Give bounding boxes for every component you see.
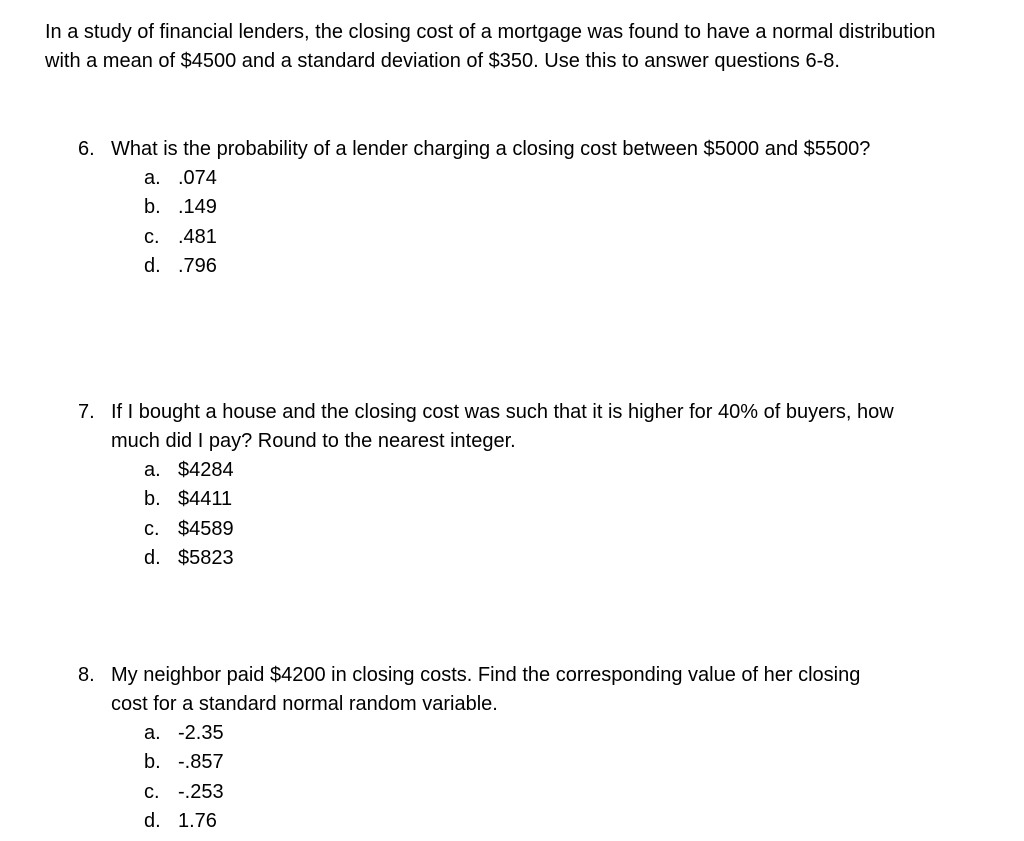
option-c: [78, 515, 898, 544]
option-letter: c.: [144, 780, 160, 803]
option-value: .796: [178, 254, 217, 277]
option-letter: a.: [144, 722, 161, 744]
option-b: [78, 748, 898, 777]
option-c: [78, 778, 898, 807]
answer-options: [78, 719, 898, 836]
option-letter: d.: [144, 546, 161, 569]
question-6: [78, 135, 898, 281]
option-value: $4411: [178, 488, 233, 511]
option-value: 1.76: [178, 809, 217, 832]
option-value: $4589: [178, 517, 234, 540]
question-text: What is the probability of a lender charging a closing cost between $5000 and $5500?: [111, 138, 871, 160]
option-a: [78, 719, 898, 748]
option-letter: c.: [144, 517, 160, 540]
option-a: [78, 456, 898, 485]
option-a: [78, 164, 898, 193]
question-number: 8.: [78, 664, 95, 686]
option-value: -.253: [178, 780, 224, 803]
answer-options: [78, 456, 898, 573]
answer-options: [78, 164, 898, 281]
question-8: [78, 661, 898, 836]
option-letter: a.: [144, 459, 161, 481]
option-value: .481: [178, 225, 217, 248]
option-value: .074: [178, 167, 217, 189]
option-c: [78, 223, 898, 252]
option-value: $4284: [178, 459, 234, 481]
option-value: -.857: [178, 751, 224, 774]
option-letter: c.: [144, 225, 160, 248]
question-7: [78, 398, 898, 573]
option-value: -2.35: [178, 722, 224, 744]
option-letter: a.: [144, 167, 161, 189]
option-b: [78, 485, 898, 514]
question-text: My neighbor paid $4200 in closing costs. Find the corresponding value of her closing cost for a standard normal random variable.: [111, 664, 861, 715]
option-letter: b.: [144, 196, 161, 219]
question-text: If I bought a house and the closing cost was such that it is higher for 40% of buyers, how much did I pay? Round to the nearest integer.: [111, 401, 894, 452]
question-number: 6.: [78, 138, 95, 160]
option-letter: d.: [144, 254, 161, 277]
option-value: $5823: [178, 546, 234, 569]
question-number: 7.: [78, 401, 95, 423]
option-letter: b.: [144, 488, 161, 511]
option-letter: d.: [144, 809, 161, 832]
option-b: [78, 193, 898, 222]
option-letter: b.: [144, 751, 161, 774]
option-d: [78, 544, 898, 573]
intro-paragraph: In a study of financial lenders, the closing cost of a mortgage was found to have a normal distribution with a mean of $4500 and a standard deviation of $350. Use this to answer questions 6-8.: [45, 21, 936, 72]
option-d: [78, 807, 898, 836]
option-d: [78, 252, 898, 281]
option-value: .149: [178, 196, 217, 219]
